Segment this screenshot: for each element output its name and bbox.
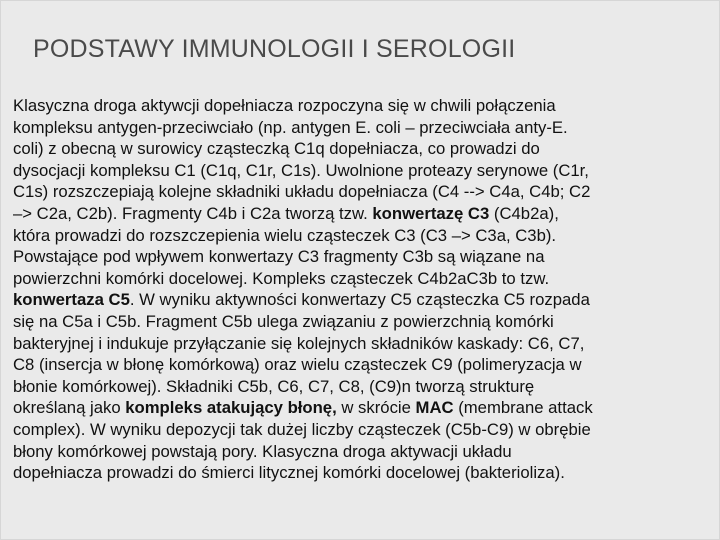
text-segment: coli) z obecną w surowicy cząsteczką C1q dopełniacza, co prowadzi do <box>13 139 540 159</box>
text-segment: complex). W wyniku depozycji tak dużej liczby cząsteczek (C5b-C9) w obrębie <box>13 419 591 439</box>
text-segment: C8 (insercja w błonę komórkową) oraz wielu cząsteczek C9 (polimeryzacja w <box>13 355 582 375</box>
text-segment: powierzchni komórki docelowej. Kompleks cząsteczek C4b2aC3b to tzw. <box>13 268 550 288</box>
bold-term: konwertazę C3 <box>372 203 490 223</box>
body-line <box>13 246 713 268</box>
text-segment: bakteryjnej i indukuje przyłączanie się kolejnych składników kaskady: C6, C7, <box>13 333 585 353</box>
text-segment: błonie komórkowej). Składniki C5b, C6, C7, C8, (C9)n tworzą strukturę <box>13 376 535 396</box>
body-line <box>13 311 713 333</box>
body-line <box>13 138 713 160</box>
text-segment: Powstające pod wpływem konwertazy C3 fragmenty C3b są wiązane na <box>13 247 545 267</box>
body-line <box>13 354 713 376</box>
text-segment: C1s) rozszczepiają kolejne składniki układu dopełniacza (C4 --> C4a, C4b; C2 <box>13 182 591 202</box>
body-line <box>13 419 713 441</box>
body-line <box>13 268 713 290</box>
slide-title: PODSTAWY IMMUNOLOGII I SEROLOGII <box>33 35 516 63</box>
bold-term: konwertaza C5 <box>13 290 130 310</box>
body-line <box>13 203 713 225</box>
text-segment: (membrane attack <box>453 398 593 418</box>
bold-term: kompleks atakujący błonę, <box>125 398 337 418</box>
text-segment: (C4b2a), <box>489 203 559 223</box>
text-segment: określaną jako <box>13 398 126 418</box>
text-segment: w skrócie <box>336 398 416 418</box>
text-segment: Klasyczna droga aktywcji dopełniacza rozpoczyna się w chwili połączenia <box>13 96 556 115</box>
text-segment: która prowadzi do rozszczepienia wielu cząsteczek C3 (C3 –> C3a, C3b). <box>13 225 557 245</box>
text-segment: błony komórkowej powstają pory. Klasyczna droga aktywacji układu <box>13 441 512 461</box>
text-segment: się na C5a i C5b. Fragment C5b ulega związaniu z powierzchnią komórki <box>13 311 554 331</box>
body-line <box>13 95 713 117</box>
body-line <box>13 462 713 484</box>
bold-term: MAC <box>415 398 454 418</box>
body-line <box>13 117 713 139</box>
body-line <box>13 289 713 311</box>
body-line <box>13 376 713 398</box>
text-segment: dysocjacji kompleksu C1 (C1q, C1r, C1s). Uwolnione proteazy serynowe (C1r, <box>13 160 589 180</box>
body-line <box>13 333 713 355</box>
text-segment: kompleksu antygen-przeciwciało (np. antygen E. coli – przeciwciała anty-E. <box>13 117 568 137</box>
text-segment: dopełniacza prowadzi do śmierci litycznej komórki docelowej (bakterioliza). <box>13 463 565 483</box>
body-line <box>13 181 713 203</box>
body-line <box>13 397 713 419</box>
text-segment: –> C2a, C2b). Fragmenty C4b i C2a tworzą tzw. <box>13 203 373 223</box>
text-segment: . W wyniku aktywności konwertazy C5 cząsteczka C5 rozpada <box>129 290 590 310</box>
body-line <box>13 225 713 247</box>
body-line <box>13 160 713 182</box>
body-line <box>13 441 713 463</box>
slide-body-text <box>13 95 713 484</box>
